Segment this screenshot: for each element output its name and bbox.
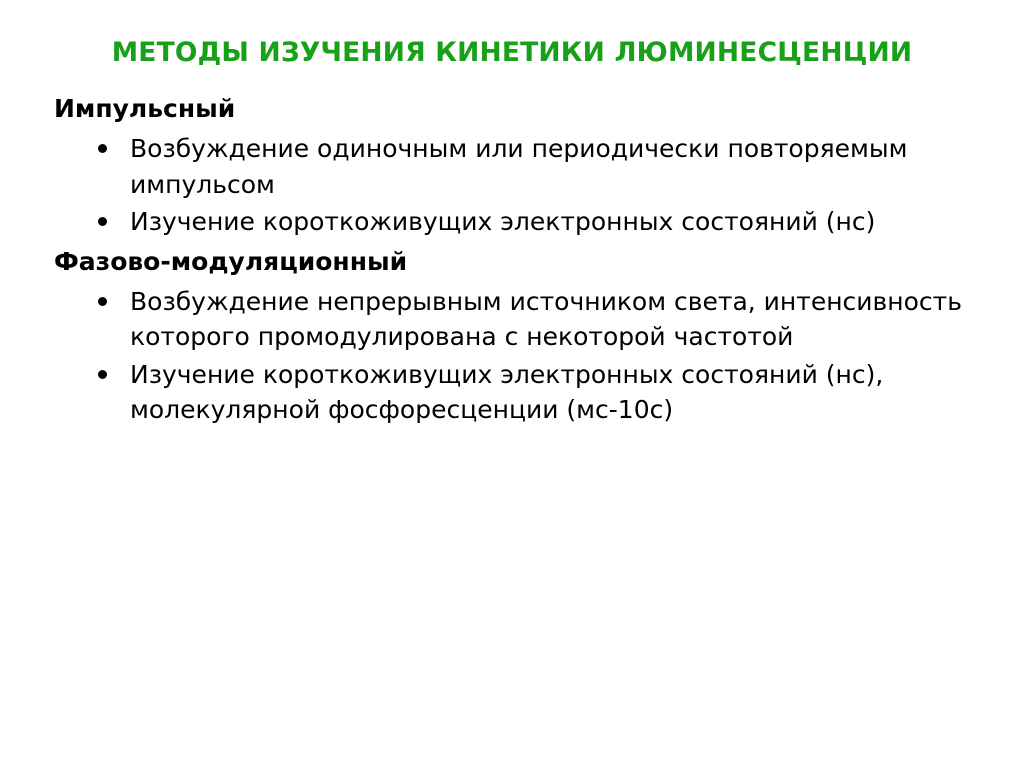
list-item-text: Возбуждение одиночным или периодически повторяемым импульсом bbox=[130, 134, 908, 199]
section-heading-impulsny: Импульсный bbox=[54, 94, 236, 124]
list-item-text: Изучение короткоживущих электронных состояний (нс) bbox=[130, 207, 876, 237]
bullet-list-impulsny bbox=[54, 131, 978, 240]
bullet-dot-icon bbox=[98, 370, 107, 379]
list-item-text: Изучение короткоживущих электронных состояний (нс), молекулярной фосфоресценции (мс-10с) bbox=[130, 359, 884, 425]
list-item bbox=[54, 204, 978, 240]
bullet-dot-icon bbox=[98, 144, 107, 153]
list-item bbox=[54, 284, 978, 355]
list-item bbox=[54, 131, 978, 202]
page-title: МЕТОДЫ ИЗУЧЕНИЯ КИНЕТИКИ ЛЮМИНЕСЦЕНЦИИ bbox=[111, 37, 913, 68]
bullet-dot-icon bbox=[98, 297, 107, 306]
bullet-dot-icon bbox=[98, 217, 107, 226]
bullet-list-fazovo-modulyacionny bbox=[54, 284, 978, 428]
section-fazovo-modulyacionny bbox=[54, 246, 978, 428]
section-impulsny bbox=[54, 93, 978, 240]
slide-body bbox=[46, 93, 978, 428]
section-heading-fazovo-modulyacionny: Фазово-модуляционный bbox=[54, 246, 408, 276]
list-item bbox=[54, 357, 978, 428]
list-item-text: Возбуждение непрерывным источником света, интенсивность которого промодулирована с некоторой частотой bbox=[130, 286, 962, 352]
